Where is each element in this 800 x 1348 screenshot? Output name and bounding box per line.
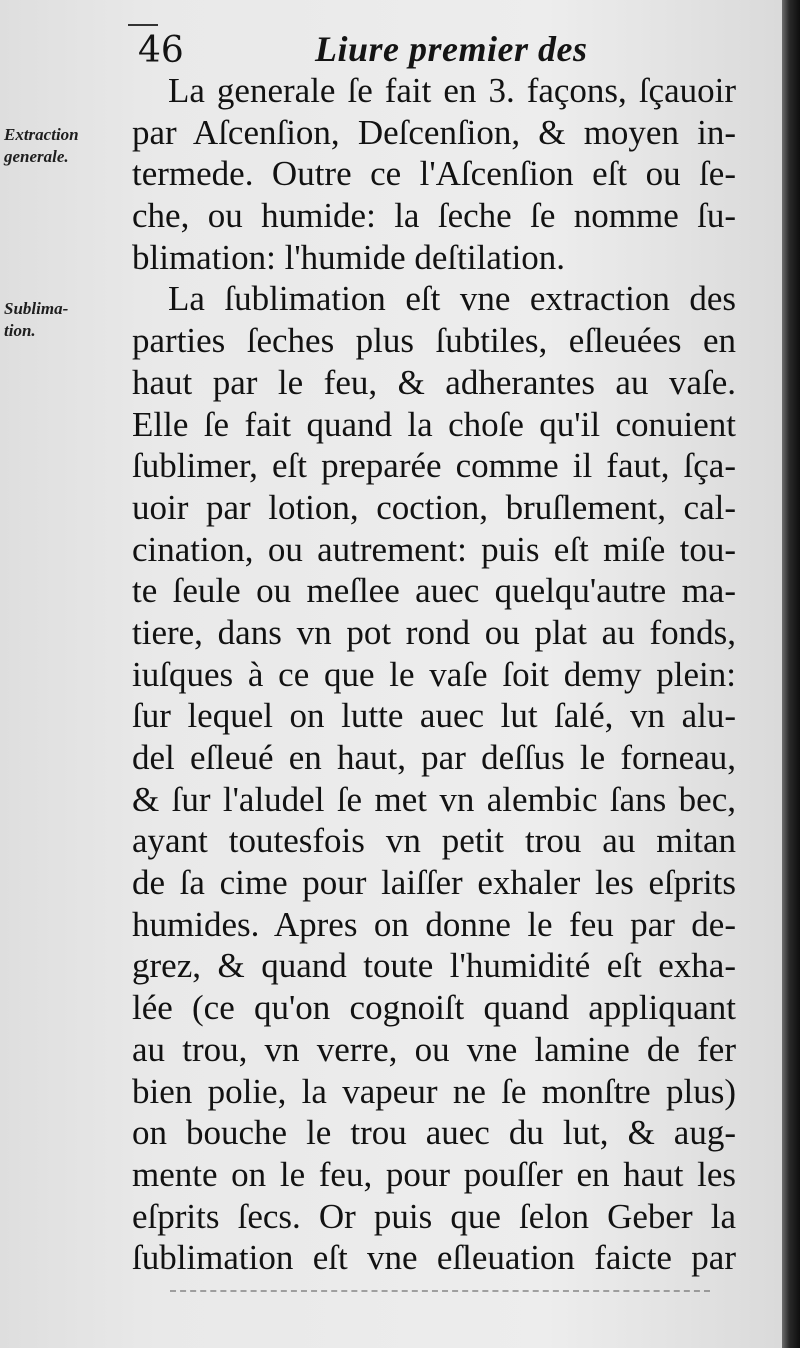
text-line: del eſleué en haut, par deſſus le forneau, [132, 738, 736, 777]
text-line: humides. Apres on donne le feu par de- [132, 904, 736, 944]
text-line: grez, & quand toute l'humidité eſt exha- [132, 946, 736, 986]
text-line: par Aſcenſion, Deſcenſion, & moyen in- [132, 112, 736, 152]
marginal-note-sublimation [4, 298, 68, 342]
text-line: ſublimer, eſt preparée comme il faut, ſça- [132, 446, 736, 486]
body-text [132, 70, 736, 1279]
text-line: on bouche le trou auec du lut, & aug- [132, 1113, 736, 1153]
marginal-note-text: Sublima- tion. [4, 299, 69, 340]
text-line: La ſublimation eſt vne extraction des [168, 279, 736, 319]
text-line: au trou, vn verre, ou vne lamine de fer [132, 1029, 736, 1069]
text-line: cination, ou autrement: puis eſt miſe tou- [132, 529, 736, 569]
text-line: blimation: l'humide deſtilation. [132, 237, 566, 277]
marginal-note-extraction [4, 124, 79, 168]
text-line: & ſur l'aludel ſe met vn alembic ſans bec, [132, 779, 736, 819]
text-line: ayant toutesfois vn petit trou au mitan [132, 821, 736, 861]
text-line: eſprits ſecs. Or puis que ſelon Geber la [132, 1196, 736, 1236]
text-line: haut par le feu, & adherantes au vaſe. [132, 362, 736, 402]
text-line: Elle ſe fait quand la choſe qu'il conuient [132, 404, 736, 444]
running-head: Liure premier des [315, 29, 588, 69]
bottom-marks [170, 1290, 710, 1298]
text-line: ſur lequel on lutte auec lut ſalé, vn alu- [132, 696, 736, 736]
head-rule [128, 24, 158, 26]
text-line: termede. Outre ce l'Aſcenſion eſt ou ſe- [132, 154, 736, 194]
text-line: de ſa cime pour laiſſer exhaler les eſprits [132, 863, 736, 903]
text-line: mente on le feu, pour pouſſer en haut les [132, 1154, 736, 1194]
text-line: che, ou humide: la ſeche ſe nomme ſu- [132, 196, 736, 236]
text-line: bien polie, la vapeur ne ſe monſtre plus) [132, 1071, 736, 1111]
text-line: tiere, dans vn pot rond ou plat au fonds, [132, 612, 736, 652]
page-number: 46 [138, 30, 184, 71]
text-line: iuſques à ce que le vaſe ſoit demy plein: [132, 654, 736, 694]
text-line: lée (ce qu'on cognoiſt quand appliquant [132, 988, 736, 1028]
text-line: parties ſeches plus ſubtiles, eſleuées en [132, 321, 736, 361]
text-line: ſublimation eſt vne eſleuation faicte par [132, 1238, 736, 1278]
marginal-note-text: Extraction generale. [4, 125, 79, 166]
text-line: te ſeule ou meſlee auec quelqu'autre ma- [132, 571, 736, 611]
page-edge-shadow [782, 0, 800, 1348]
text-line: uoir par lotion, coction, bruſlement, cal- [132, 487, 736, 527]
text-line: La generale ſe fait en 3. façons, ſçauoir [168, 71, 736, 110]
